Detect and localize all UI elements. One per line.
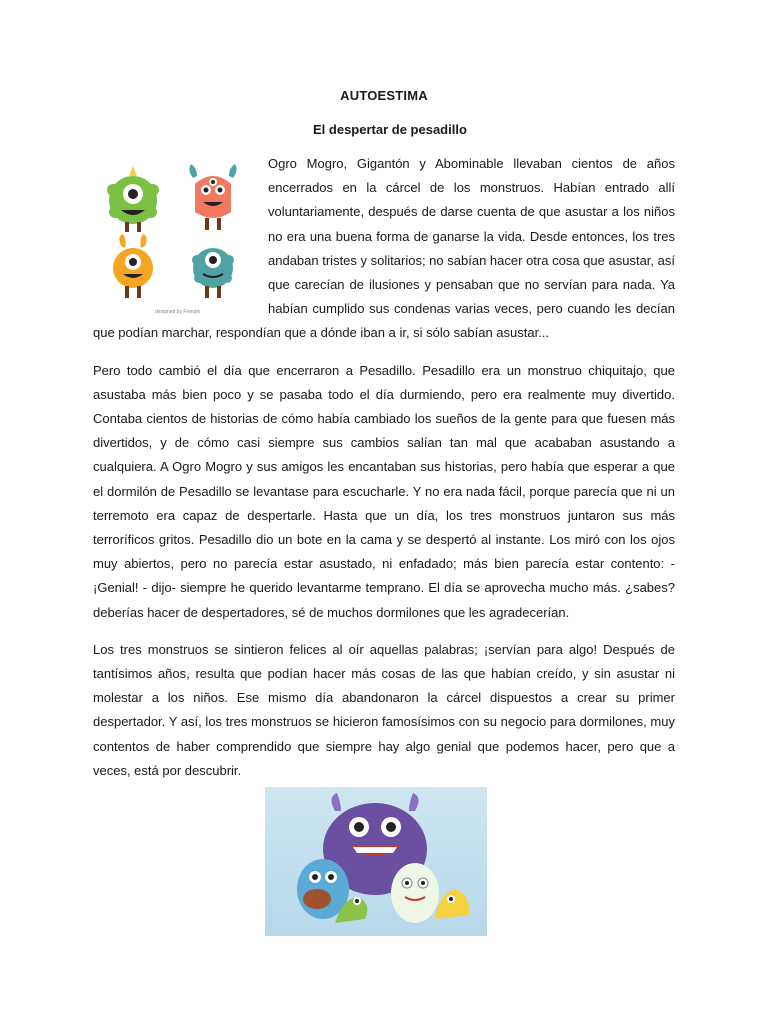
pink-monster-icon	[189, 164, 236, 230]
document-subtitle: El despertar de pesadillo	[313, 122, 467, 137]
document-title: AUTOESTIMA	[340, 88, 428, 103]
white-monster-icon	[391, 863, 439, 923]
teal-monster-icon	[192, 248, 234, 298]
story-paragraph-1: Ogro Mogro, Gigantón y Abominable llevaban cientos de años encerrados en la cárcel de los monstruos. Habían entrado allí voluntariamente, después de darse cuenta de que asustar a los niños no era una buena forma de ganarse la vida. Desde entonces, los tres andaban tristes y solitarios; no sabían hacer otra cosa que asustar, así que carecían de ilusiones y pensaban que no servían para nada. Ya habían cumplido sus condenas varias veces, pero cuando les decían que podían marchar, respondían que a dónde iban a ir, si sólo sabían asustar...	[93, 156, 675, 341]
story-paragraph-3: Los tres monstruos se sintieron felices al oír aquellas palabras; ¡servían para algo! Después de tantísimos años, resulta que podían hacer más cosas de las que habían creído, y sin asustar ni molestar a los niños. Ese mismo día abandonaron la cárcel dispuestos a crear su primer despertador. Y así, los tres monstruos se hicieron famosísimos con su negocio para dormilones, muy contentos de haber comprendido que siempre hay algo genial que podemos hacer, pero que a veces, está por descubrir.	[93, 641, 675, 778]
yellow-monster-icon	[435, 889, 469, 919]
orange-monster-icon	[113, 234, 153, 298]
monsters-illustration	[93, 160, 258, 320]
green-monster-icon	[107, 166, 159, 232]
story-paragraph-2: Pero todo cambió el día que encerraron a Pesadillo. Pesadillo era un monstruo chiquitajo, que asustaba más bien poco y se pasaba todo el día durmiendo, pero era realmente muy divertido. Contaba cientos de historias de cómo había cambiado los sueños de la gente para que fuesen más divertidos, y de cómo casi siempre sus cambios salían tan mal que acababan asustando a cualquiera. A Ogro Mogro y sus amigos les encantaban sus historias, pero había que esperar a que el dormilón de Pesadillo se levantase para escucharle. Y no era nada fácil, porque parecía que ni un terremoto era capaz de despertarle. Hasta que un día, los tres monstruos juntaron sus más terroríficos gritos. Pesadillo dio un bote en la cama y se despertó al instante. Los miró con los ojos muy abiertos, pero no parecía estar asustado, ni enfadado; más bien parecía estar contento: - ¡Genial! - dijo- siempre he querido levantarme temprano. El día se aprovecha mucho más. ¿sabes? deberías hacer de despertadores, sé de muchos dormilones que les agradecerían.	[93, 362, 675, 620]
svg-text:designed by Freepik: designed by Freepik	[155, 309, 201, 315]
monster-group-illustration	[265, 787, 487, 936]
story-body	[93, 152, 675, 796]
